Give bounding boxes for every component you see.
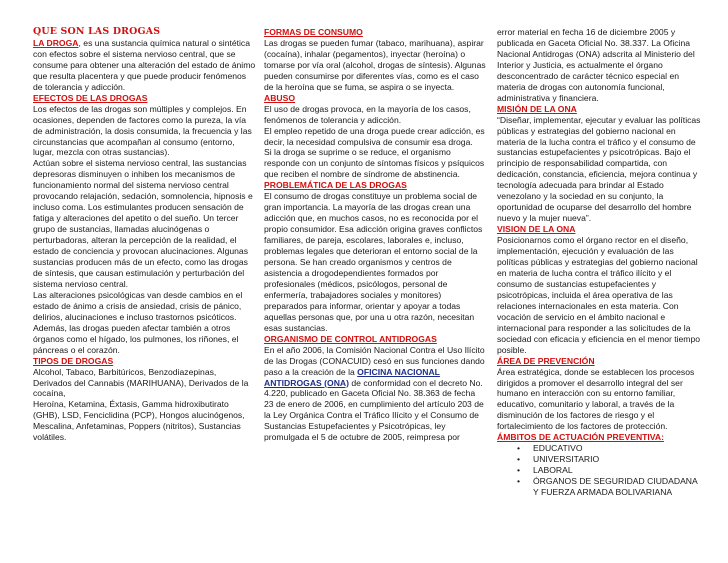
list-item — [519, 476, 705, 498]
column-1 — [33, 27, 257, 443]
control-text-b: de conformidad con el decreto No. 4.220, publicado en Gaceta Oficial No. 38.363 de fecha 23 de enero de 2006, en cumplimiento del artículo 203 de la Ley Orgánica Contra el Tráfico Ilícito y el Consumo de Sustancias Estupefacientes y Psicotrópicas, ley promulgada el 5 de octubre de 2005, reimpresa por — [264, 377, 484, 443]
effects-heading: EFECTOS DE LAS DROGAS — [33, 92, 148, 103]
column-3 — [497, 27, 705, 498]
intro-term: LA DROGA — [33, 37, 79, 48]
list-item — [519, 465, 705, 476]
forms-heading: FORMAS DE CONSUMO — [264, 27, 363, 37]
scope-label: ÓRGANOS DE SEGURIDAD CIUDADANA Y FUERZA ARMADA BOLIVARIANA — [533, 476, 698, 498]
prevention-text: Área estratégica, donde se establecen los procesos dirigidos a promover el desarrollo integral del ser humano en interacción con su entorno familiar, educativo, comunitario y laboral, a través de la disminución de los factores de riesgo y el fortalecimiento de los factores de protección. — [497, 366, 695, 432]
mission-text: “Diseñar, implementar, ejecutar y evaluar las políticas públicas y estrategias del gobierno nacional en materia de la lucha contra el tráfico y el consumo de sustancias estupefacientes y psicotrópicas. Bajo el principio de responsabilidad compartida, con dedicación, constancia, eficiencia, mejora continua y tecnología adecuada para brindar al Estado venezolano y la sociedad en su conjunto, la oportunidad de ocuparse del desarrollo del hombre nuevo y la mujer nueva”. — [497, 114, 701, 224]
vision-heading: VISION DE LA ONA — [497, 224, 576, 235]
bullet-icon: • — [517, 465, 521, 476]
column-2 — [264, 27, 486, 443]
intro-paragraph — [33, 38, 257, 93]
list-item — [519, 454, 705, 465]
scope-label: UNIVERSITARIO — [533, 454, 600, 465]
ona-link: OFICINA NACIONAL ANTIDROGAS (ONA) — [264, 366, 440, 388]
intro-text: , es una sustancia química natural o sintética con efectos sobre el sistema nervioso central, que se consume para obtener una alteración del estado de ánimo que resulta placentera y que puede producir fenómenos de tolerancia y adicción. — [33, 37, 256, 92]
abuse-heading: ABUSO — [264, 92, 296, 103]
scopes-heading: ÁMBITOS DE ACTUACIÓN PREVENTIVA: — [497, 432, 664, 443]
mission-heading: MISIÓN DE LA ONA — [497, 103, 577, 114]
problem-heading: PROBLEMÁTICA DE LAS DROGAS — [264, 180, 407, 191]
scope-label: EDUCATIVO — [533, 443, 583, 454]
control-heading: ORGANISMO DE CONTROL ANTIDROGAS — [264, 333, 437, 344]
problem-text: El consumo de drogas constituye un problema social de gran importancia. La mayoría de las drogas crean una adicción que, en muchos casos, no es reconocida por el propio consumidor. Esa adicción origina graves conflictos familiares, de pareja, escolares, laborales e, incluso, problemas legales que deterioran el entorno social de la persona. Se han creado organismos y centros de asistencia a drogodependientes formados por profesionales (médicos, psicólogos, personal de enfermería, trabajadores sociales y monitores) preparados para informar, orientar y apoyar a todas aquellas personas que, por una u otra razón, necesitan esas sustancias. — [264, 191, 483, 333]
bullet-icon: • — [517, 476, 521, 487]
types-text: Alcohol, Tabaco, Barbitúricos, Benzodiazepinas, Derivados del Cannabis (MARIHUANA), Derivados de la cocaína, Heroína, Ketamina, Éxtasis, Gamma hidroxibutirato (GHB), LSD, Fenciclidina (PCP), Hongos alucinógenos, Mescalina, Anfetaminas, Poppers (nitritos), Sustancias volátiles. — [33, 366, 249, 443]
forms-text: Las drogas se pueden fumar (tabaco, marihuana), aspirar (cocaína), inhalar (pegamentos), inyectar (heroína) o tomarse por vía oral (alcohol, drogas de síntesis). Algunas pueden consumirse por diferentes vías, como es el caso de la heroína que se fuma, se aspira o se inyecta. — [264, 37, 486, 92]
effects-text: Los efectos de las drogas son múltiples y complejos. En ocasiones, dependen de factores como la pureza, la vía de administración, la dosis consumida, la frecuencia y las circunstancias que acompañan al consumo (entorno, lugar, mezcla con otras sustancias). Actúan sobre el sistema nervioso central, las sustancias depresoras disminuyen o inhiben los mecanismos de funcionamiento normal del sistema nervioso central provocando relajación, sedación, somnolencia, hipnosis e incluso coma. Los estimulantes producen sensación de fatiga y alteraciones del apetito o del sueño. Un tercer grupo de sustancias, llamadas alucinógenas o perturbadoras, alteran la percepción de la realidad, el estado de conciencia y provocan alucinaciones. Algunas sustancias producen más de un efecto, como las drogas de síntesis, que causan estimulación y perturbación del sistema nervioso central. Las alteraciones psicológicas van desde cambios en el estado de ánimo a crisis de ansiedad, crisis de pánico, delirios, alucinaciones e incluso trastornos psicóticos. Además, las drogas pueden afectar también a otros órganos como el hígado, los pulmones, los riñones, el páncreas o el corazón. — [33, 103, 253, 355]
scope-label: LABORAL — [533, 465, 573, 476]
prevention-heading: ÁREA DE PREVENCIÓN — [497, 355, 595, 366]
bullet-icon: • — [517, 443, 521, 454]
continued-text: error material en fecha 16 de diciembre 2005 y publicada en Gaceta Oficial No. 38.337. La Oficina Nacional Antidrogas (ONA) adscrita al Ministerio del Interior y Justicia, es actualmente el órgano desconcentrado de carácter técnico especial en materia de drogas con autonomía funcional, administrativa y financiera. — [497, 27, 695, 103]
control-paragraph — [264, 345, 486, 444]
page-title: QUE SON LAS DROGAS — [33, 26, 161, 37]
types-heading: TIPOS DE DROGAS — [33, 355, 114, 366]
bullet-icon: • — [517, 454, 521, 465]
abuse-text: El uso de drogas provoca, en la mayoría de los casos, fenómenos de tolerancia y adicción. El empleo repetido de una droga puede crear adicción, es decir, la necesidad compulsiva de consumir esa droga. Si la droga se suprime o se reduce, el organismo responde con un conjunto de síntomas físicos y psíquicos que reciben el nombre de síndrome de abstinencia. — [264, 103, 485, 180]
scopes-list — [497, 443, 705, 498]
control-text-a: En el año 2006, la Comisión Nacional Contra el Uso Ilícito de las Drogas (CONACUID) cesó en sus funciones dando paso a la creación de la — [264, 344, 485, 377]
list-item — [519, 443, 705, 454]
vision-text: Posicionarnos como el órgano rector en el diseño, implementación, ejecución y evaluación de las políticas públicas y estrategias del gobierno nacional en materia de lucha contra el tráfico ilícito y el consumo de sustancias estupefacientes y psicotrópicas, incluida el área operativa de las relaciones internacionales en esta materia. Con vocación de servicio en el ámbito nacional e internacional para responder a las solicitudes de la sociedad con eficacia y eficiencia en el menor tiempo posible. — [497, 235, 701, 355]
